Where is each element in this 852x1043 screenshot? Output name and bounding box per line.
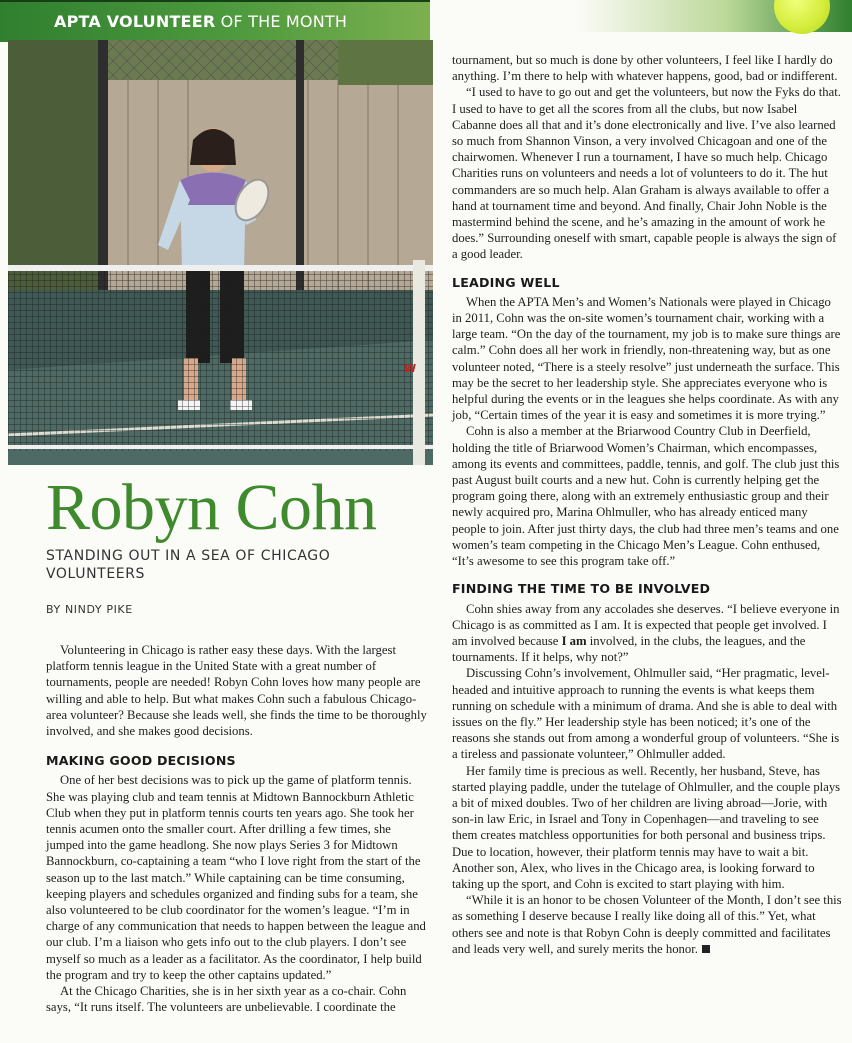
paragraph bbox=[452, 601, 842, 666]
end-of-article-mark bbox=[702, 945, 710, 953]
tennis-ball-icon bbox=[774, 0, 830, 34]
section-banner bbox=[0, 0, 430, 42]
left-column bbox=[46, 642, 428, 1015]
article-subtitle: STANDING OUT IN A SEA OF CHICAGO VOLUNTEERS bbox=[46, 548, 331, 582]
text-run: Cohn shies away from any accolades she deserves. “I believe everyone in Chicago is as committed as I am. It is expected that people get involved. I am involved because bbox=[452, 601, 840, 648]
paragraph: When the APTA Men’s and Women’s Nationals were played in Chicago in 2011, Cohn was the on-site women’s tournament chair, working with a large team. “On the day of the tournament, my job is to make sure things are calm.” Cohn does all her work in friendly, non-threatening way, but as one volunteer noted, “There is a steely resolve” just underneath the surface. This may be the secret to her leadership style. She appreciates everyone who is helpful during the events or in the leagues she helps coordinate. As with any job, “Certain times of the year it is easy and sometimes it is more trying.” bbox=[452, 294, 841, 423]
banner-title-rest: OF THE MONTH bbox=[215, 12, 348, 31]
intro-paragraph: Volunteering in Chicago is rather easy these days. With the largest platform tennis league in the United State with a great number of tournaments, people are needed! Robyn Cohn loves how many people are willing and able to help. But what makes Cohn such a fabulous Chicago-area volunteer? Because she leads well, she finds the time to be thoroughly involved, and she makes good decisions. bbox=[46, 643, 427, 739]
paragraph: Her family time is precious as well. Recently, her husband, Steve, has started playing paddle, under the tutelage of Ohlmuller, and the couple plays a bit of mixed doubles. Two of her children are living abroad—Jorie, with son-in law Eric, in Israel and Tony in Copenhagen—and traveling to see them creates matchless opportunities for both personal and business trips. Due to location, however, their platform tennis may have to wait a bit. Another son, Alex, who lives in the Chicago area, is looking forward to taking up the sport, and Cohn is excited to start playing with him. bbox=[452, 763, 841, 891]
paragraph: Discussing Cohn’s involvement, Ohlmuller said, “Her pragmatic, level-headed and intuitive approach to running the events is what keeps them running on schedule with a minimum of drama. And she is able to deal with issues on the fly.” Her leadership style has been noticed; it’s one of the reasons she stands out from among a wonderful group of volunteers. “She is a tireless and passionate volunteer,” Ohlmuller added. bbox=[452, 666, 840, 762]
feature-photo bbox=[8, 40, 433, 465]
paragraph: One of her best decisions was to pick up the game of platform tennis. She was playing club and team tennis at Midtown Bannockburn Athletic Club when they put in platform tennis courts ten years ago. She took her tennis acumen onto the smaller court. After drilling a few times, she jumped into the game headlong. She now plays Series 3 for Midtown Bannockburn, co-captaining a team “who I love right from the start of the season up to the last match.” While captaining can be time consuming, keeping players and schedules organized and finding subs for a team, she also volunteered to be club coordinator for the women’s league. “I’m in charge of any communication that needs to happen between the league and our club. I’m a liaison who gets info out to the club players. I don’t see myself so much as a leader as a facilitator. As the coordinator, I help build the program and try to keep the other captains updated.” bbox=[46, 773, 426, 982]
corner-decoration bbox=[430, 0, 852, 32]
text-run: involved, in the clubs, the leagues, and the tournaments. If it helps, why not?” bbox=[452, 633, 806, 665]
player-on-court-illustration bbox=[8, 40, 433, 465]
continued-paragraph: tournament, but so much is done by other volunteers, I feel like I hardly do anything. I’m there to help with whatever happens, good, bad or indifferent. bbox=[452, 53, 838, 84]
right-column bbox=[452, 52, 842, 957]
text-run: “While it is an honor to be chosen Volunteer of the Month, I don’t see this as something I deserve because I really like doing all of this.” Yet, what others see and note is that Robyn Cohn is deeply committed and facilitates and leads very well, and surely merits the honor. bbox=[452, 893, 842, 956]
paragraph: Cohn is also a member at the Briarwood Country Club in Deerfield, holding the title of Briarwood Women’s Chairman, which encompasses, among its events and committees, paddle, tennis, and golf. The club just this past August built courts and a new hut. Cohn is currently helping get the program going there, along with an extremely enthusiastic group and their newly acquired pro, Marina Ohlmuller, who has already enticed many people to join. After just thirty days, the club had three men’s teams and one women’s team competing in the Chicago Men’s League. Cohn enthused, “It’s awesome to see this program take off.” bbox=[452, 424, 840, 569]
article-title: Robyn Cohn bbox=[46, 471, 377, 544]
net-brand-logo: W bbox=[404, 362, 417, 375]
section-heading-leading-well: LEADING WELL bbox=[452, 274, 560, 290]
banner-title-bold: APTA VOLUNTEER bbox=[54, 12, 216, 31]
paragraph bbox=[452, 892, 842, 957]
paragraph: “I used to have to go out and get the volunteers, but now the Fyks do that. I used to have to get all the scores from all the clubs, but now Isabel Cabanne does all that and it’s done electronically and live. I’ve also learned so much from Shannon Vinson, a very involved Chicagoan and one of the chairwomen. Whenever I run a tournament, I have so much help. Chicago Charities runs on volunteers and needs a lot of volunteers to do it. The hut commanders are so much help. Alan Graham is always available to offer a hand at tournament time and beyond. And finally, Chair John Noble is the mastermind behind the scene, and he’s amazing in the amount of work he does.” Surrounding oneself with smart, capable people is always the sign of a good leader. bbox=[452, 85, 841, 262]
paragraph: At the Chicago Charities, she is in her sixth year as a co-chair. Cohn says, “It runs itself. The volunteers are unbelievable. I coordinate the bbox=[46, 984, 407, 1015]
emphasis: I am bbox=[561, 633, 587, 648]
article-byline: BY NINDY PIKE bbox=[46, 603, 133, 616]
banner-title bbox=[54, 12, 347, 31]
section-heading-making-good-decisions: MAKING GOOD DECISIONS bbox=[46, 753, 236, 769]
section-heading-finding-time: FINDING THE TIME TO BE INVOLVED bbox=[452, 581, 711, 597]
